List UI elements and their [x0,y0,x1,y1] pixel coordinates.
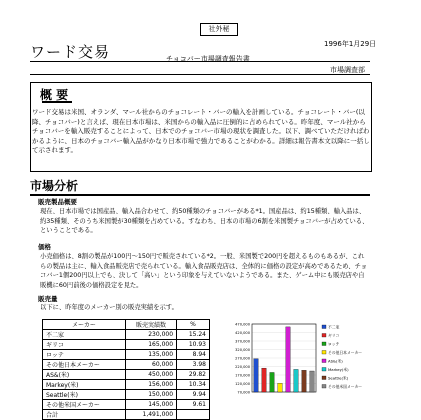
bar-7 [310,371,314,392]
table-cell: 10.93 [177,340,210,350]
confidential-badge: 社外秘 [200,23,238,36]
table-row [43,350,210,360]
table-header-row [43,320,210,330]
table-cell: 135,000 [125,350,176,360]
bar-1 [262,368,266,392]
bar-2 [270,372,274,392]
table-row [43,390,210,400]
table-cell: その他日本メーカー [43,360,126,370]
report-subtitle: チョコバー市場調査報告書 [166,55,250,63]
table-cell: 9.61 [177,400,210,410]
company-title: ワード交易 [30,43,111,61]
table-cell: 60,000 [125,360,176,370]
header-divider-2 [30,74,370,75]
summary-text: ワード交易は米国、オランダ、マール社からのチョコレート・バーの輸入を計画している。チョコレート・バー(以降、チョコバー)と言えば、現在日本市場は、米国からの輸入品に圧倒的に占められている。昨年度、マール社からチョコバーを輸入販売することによって、日本でのチョコバー市場の現状を調査した。以下、調べていただければわかるように、日本のチョコバー輸入品がかなり日本市場で強力であることがわかる。詳細は報告書本文以降に一括して示されます。 [32,108,370,155]
table-cell: 10.34 [177,380,210,390]
legend-label: Markey(米) [328,367,349,372]
table-cell: AS&(米) [43,370,126,380]
table-cell: ギリコ [43,340,126,350]
y-tick-label: 170,000 [235,373,250,378]
table-cell: 165,000 [125,340,176,350]
table-cell: 145,000 [125,400,176,410]
legend-label: 不二家 [328,324,340,330]
y-tick-label: 320,000 [235,348,250,352]
table-cell: 29.82 [177,370,210,380]
sales-table [42,319,210,420]
legend-label: その他日本メーカー [328,350,363,355]
y-tick-label: 470,000 [235,322,250,327]
table-cell: 230,000 [125,330,176,340]
table-cell: 合計 [43,410,126,420]
legend-swatch [322,351,326,355]
table-row [43,380,210,390]
legend-swatch [322,376,326,380]
legend-swatch [322,342,326,346]
table-header: メーカー [43,320,126,330]
legend-swatch [322,368,326,372]
legend-label: ギリコ [328,333,340,338]
table-row [43,410,210,420]
table-cell: 3.98 [177,360,210,370]
bar-3 [278,383,282,392]
table-cell: Markey(米) [43,380,126,390]
y-tick-label: 420,000 [235,331,250,335]
legend-swatch [322,385,326,389]
market-underline [30,194,370,196]
table-row [43,330,210,340]
table-cell [177,410,210,420]
summary-underline [42,101,72,103]
header-divider [30,61,370,62]
bar-5 [294,369,298,392]
y-tick-label: 370,000 [235,339,250,344]
products-paragraph: 現在、日本市場では国産品、輸入品合わせて、約50種類のチョコバーがある*1。国産品は、約15種類、輸入品は、約35種類、そのうち米国製が30種類を占めている。すなわち、日本の市場の6割を米国製チョコバーが占めている、ということである。 [40,208,369,235]
price-paragraph: 小売価格は、8割の製品が100円〜150円で販売されている*2。一般、米国製で200円を超えるものもあるが、これらの製品は主に、輸入食品販売店で売られている。輸入食品販売店は、全体的に価格の設定が高めであるため、チョコバー1個200円以上でも、決して「高い」という印象を与えていないようである。また、ゲーム中にも販売店や自販機に60円前後の価格設定を見た。 [40,253,367,289]
table-cell: 150,000 [125,390,176,400]
table-cell: Seattle(米) [43,390,126,400]
table-row [43,360,210,370]
table-cell: 15.24 [177,330,210,340]
legend-label: ロッテ [328,341,340,347]
table-row [43,370,210,380]
legend-label: Seattle(米) [328,375,349,381]
legend-label: その他米国メーカー [328,384,363,389]
table-cell: 不二家 [43,330,126,340]
legend-swatch [322,359,326,363]
market-heading: 市場分析 [30,179,79,193]
price-subheading: 価格 [38,243,51,251]
y-tick-label: 120,000 [235,382,250,386]
y-tick-label: 220,000 [235,365,250,369]
table-cell: 9.94 [177,390,210,400]
bar-6 [302,370,306,392]
table-cell: 450,000 [125,370,176,380]
bar-4 [286,327,290,392]
table-header: % [177,320,210,330]
report-date: 1996年1月29日 [324,40,377,48]
department-label: 市場調査部 [330,66,365,74]
summary-heading: 概 要 [40,88,69,102]
y-tick-label: 70,000 [237,390,250,395]
sales-paragraph: 以下に、昨年度のメーカー別の販売実績を示す。 [40,304,178,311]
table-row [43,400,210,410]
products-subheading: 販売製品概要 [38,198,77,206]
legend-swatch [322,325,326,329]
table-header: 販売実績数 [125,320,176,330]
sales-bar-chart [228,321,368,400]
table-row [43,340,210,350]
table-cell: 1,491,000 [125,410,176,420]
table-cell: ロッテ [43,350,126,360]
legend-label: AS&(米) [328,358,343,364]
y-tick-label: 270,000 [235,356,250,361]
bar-0 [254,359,258,392]
table-cell: 8.94 [177,350,210,360]
table-cell: その他米国メーカー [43,400,126,410]
sales-subheading: 販売量 [38,295,58,303]
legend-swatch [322,334,326,338]
table-cell: 156,000 [125,380,176,390]
